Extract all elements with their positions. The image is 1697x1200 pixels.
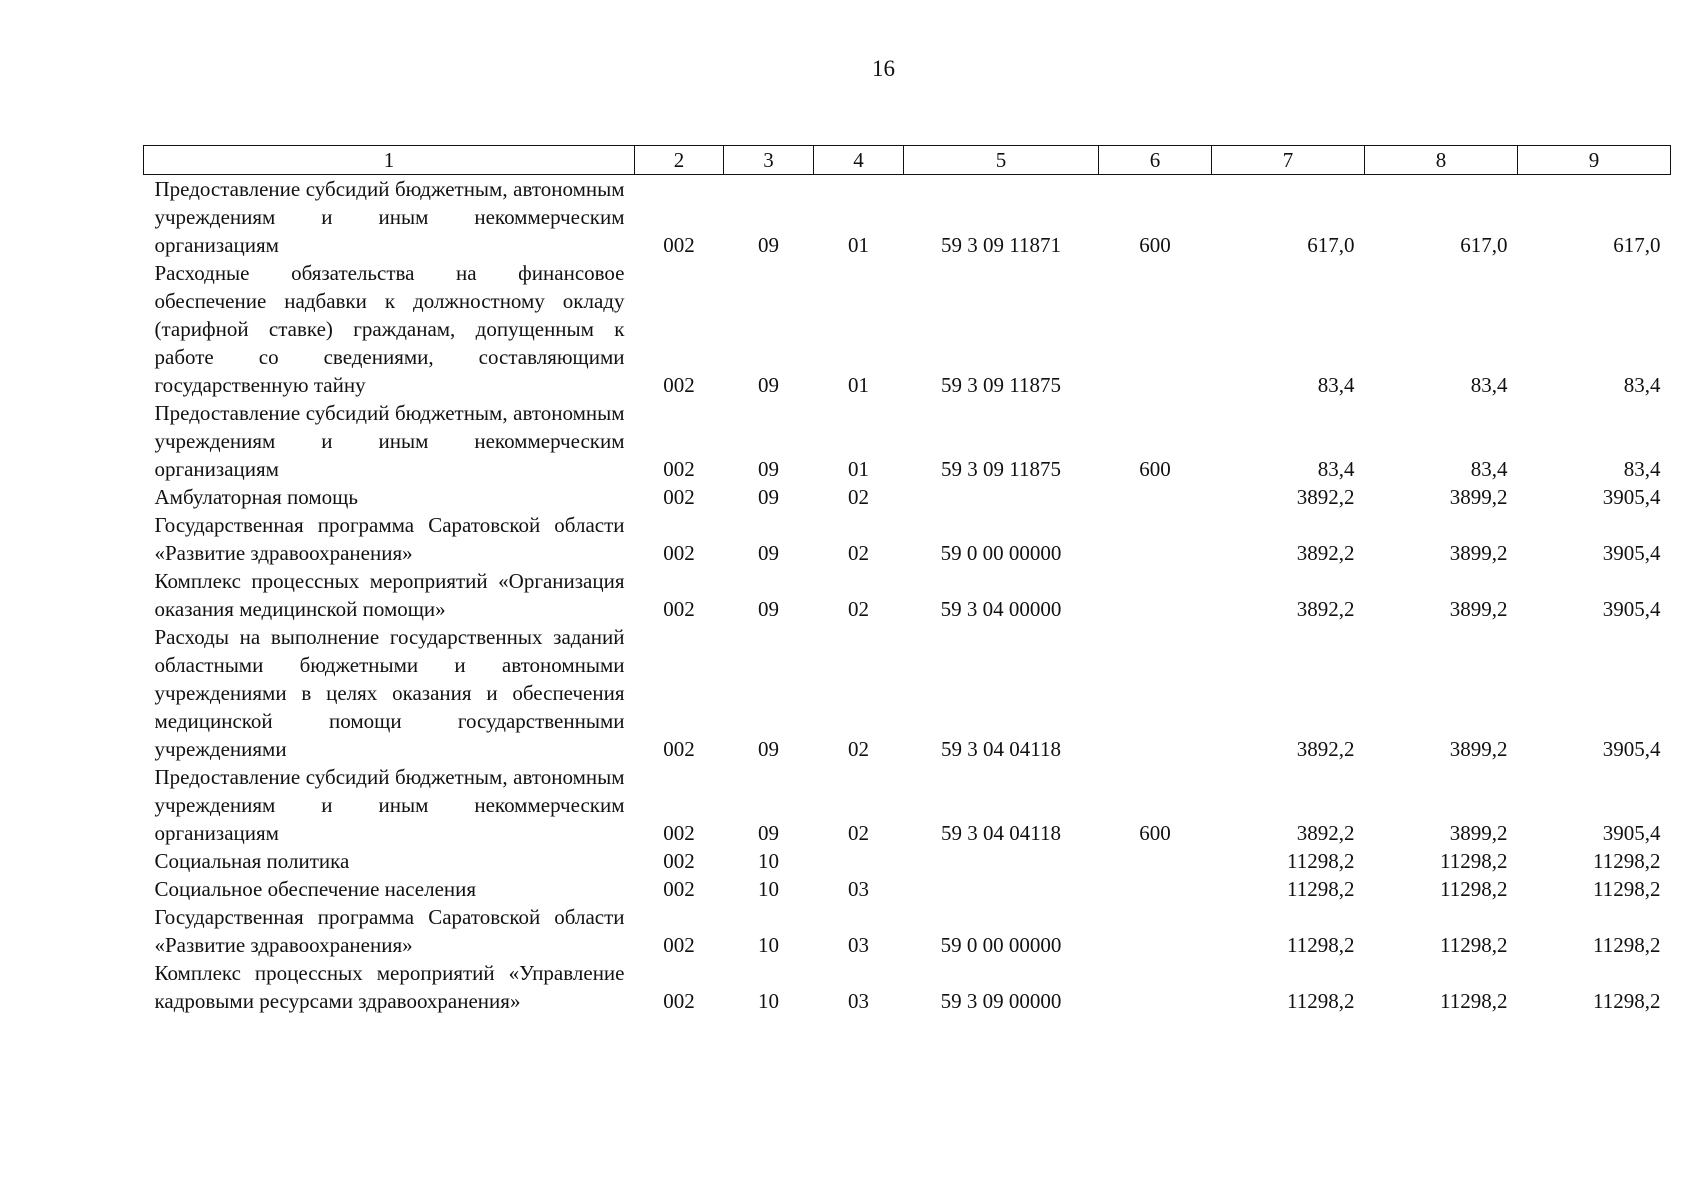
- section-code-cell: 09: [758, 373, 779, 397]
- amount-cell-col8: 3899,2: [1449, 485, 1508, 509]
- table-header-row: [144, 146, 1671, 175]
- expense-kind-cell: 600: [1139, 457, 1171, 481]
- row-name-cell: Комплекс процессных мероприятий «Организация оказания медицинской помощи»: [154, 569, 625, 621]
- admin-code-cell: 002: [663, 989, 695, 1013]
- amount-cell-col7: 11298,2: [1287, 989, 1355, 1013]
- amount-cell-col9: 83,4: [1623, 373, 1661, 397]
- amount-cell-col8: 617,0: [1460, 233, 1508, 257]
- section-code-cell: 09: [758, 485, 779, 509]
- column-header: 5: [904, 146, 1099, 175]
- amount-cell-col9: 3905,4: [1602, 485, 1661, 509]
- amount-cell-col8: 11298,2: [1440, 877, 1508, 901]
- target-code-cell: 59 3 04 04118: [941, 737, 1061, 761]
- admin-code-cell: 002: [663, 485, 695, 509]
- subsection-code-cell: 02: [848, 485, 869, 509]
- row-name-cell: Амбулаторная помощь: [154, 485, 358, 509]
- amount-cell-col7: 3892,2: [1296, 541, 1355, 565]
- amount-cell-col9: 11298,2: [1593, 933, 1661, 957]
- subsection-code-cell: 02: [848, 737, 869, 761]
- amount-cell-col7: 83,4: [1317, 457, 1355, 481]
- section-code-cell: 09: [758, 541, 779, 565]
- row-name-cell: Государственная программа Саратовской области «Развитие здравоохранения»: [154, 513, 625, 565]
- amount-cell-col7: 617,0: [1307, 233, 1355, 257]
- amount-cell-col8: 3899,2: [1449, 737, 1508, 761]
- amount-cell-col8: 3899,2: [1449, 821, 1508, 845]
- row-name-cell: Предоставление субсидий бюджетным, автономным учреждениям и иным некоммерческим организациям: [154, 401, 625, 481]
- table-row: [144, 903, 1671, 959]
- subsection-code-cell: 03: [848, 877, 869, 901]
- amount-cell-col8: 83,4: [1470, 457, 1508, 481]
- amount-cell-col7: 3892,2: [1296, 597, 1355, 621]
- expense-kind-cell: [1099, 903, 1212, 959]
- amount-cell-col8: 11298,2: [1440, 933, 1508, 957]
- admin-code-cell: 002: [663, 541, 695, 565]
- column-header: 1: [144, 146, 635, 175]
- row-name-cell: Расходные обязательства на финансовое обеспечение надбавки к должностному окладу (тарифной ставке) гражданам, допущенным к работе со сведениями, составляющими государственную тайну: [154, 261, 625, 397]
- subsection-code-cell: 03: [848, 989, 869, 1013]
- row-name-cell: Социальная политика: [154, 849, 350, 873]
- table-row: [144, 847, 1671, 875]
- expense-kind-cell: [1099, 959, 1212, 1015]
- expense-kind-cell: [1099, 875, 1212, 903]
- amount-cell-col9: 3905,4: [1602, 821, 1661, 845]
- section-code-cell: 09: [758, 821, 779, 845]
- column-header: 2: [635, 146, 724, 175]
- expense-kind-cell: [1099, 623, 1212, 763]
- amount-cell-col9: 617,0: [1613, 233, 1661, 257]
- admin-code-cell: 002: [663, 597, 695, 621]
- row-name-cell: Предоставление субсидий бюджетным, автономным учреждениям и иным некоммерческим организациям: [154, 177, 625, 257]
- admin-code-cell: 002: [663, 373, 695, 397]
- table-row: [144, 623, 1671, 763]
- amount-cell-col8: 3899,2: [1449, 541, 1508, 565]
- admin-code-cell: 002: [663, 849, 695, 873]
- subsection-code-cell: 01: [848, 233, 869, 257]
- admin-code-cell: 002: [663, 233, 695, 257]
- amount-cell-col7: 11298,2: [1287, 933, 1355, 957]
- table-row: [144, 959, 1671, 1015]
- table-row: [144, 399, 1671, 483]
- page-number: 16: [872, 56, 895, 81]
- amount-cell-col9: 3905,4: [1602, 737, 1661, 761]
- amount-cell-col9: 11298,2: [1593, 877, 1661, 901]
- section-code-cell: 10: [758, 877, 779, 901]
- table-row: [144, 567, 1671, 623]
- amount-cell-col9: 11298,2: [1593, 989, 1661, 1013]
- target-code-cell: 59 3 09 11875: [941, 457, 1061, 481]
- amount-cell-col7: 3892,2: [1296, 821, 1355, 845]
- target-code-cell: 59 3 04 00000: [940, 597, 1062, 621]
- target-code-cell: 59 0 00 00000: [940, 541, 1062, 565]
- admin-code-cell: 002: [663, 877, 695, 901]
- subsection-code-cell: 02: [848, 821, 869, 845]
- row-name-cell: Государственная программа Саратовской области «Развитие здравоохранения»: [154, 905, 625, 957]
- amount-cell-col7: 83,4: [1317, 373, 1355, 397]
- table-row: [144, 483, 1671, 511]
- subsection-code-cell: 01: [848, 373, 869, 397]
- row-name-cell: Предоставление субсидий бюджетным, автономным учреждениям и иным некоммерческим организациям: [154, 765, 625, 845]
- amount-cell-col9: 3905,4: [1602, 541, 1661, 565]
- table-row: [144, 511, 1671, 567]
- column-header: 9: [1518, 146, 1671, 175]
- expense-kind-cell: [1099, 511, 1212, 567]
- section-code-cell: 09: [758, 457, 779, 481]
- target-code-cell: 59 3 09 11875: [941, 373, 1061, 397]
- row-name-cell: Социальное обеспечение населения: [154, 877, 477, 901]
- amount-cell-col8: 11298,2: [1440, 849, 1508, 873]
- admin-code-cell: 002: [663, 457, 695, 481]
- expense-kind-cell: [1099, 483, 1212, 511]
- subsection-code-cell: [814, 847, 904, 875]
- target-code-cell: 59 3 04 04118: [941, 821, 1061, 845]
- amount-cell-col7: 3892,2: [1296, 737, 1355, 761]
- target-code-cell: [904, 847, 1099, 875]
- subsection-code-cell: 03: [848, 933, 869, 957]
- expense-kind-cell: 600: [1139, 821, 1171, 845]
- amount-cell-col7: 11298,2: [1287, 849, 1355, 873]
- target-code-cell: 59 3 09 00000: [940, 989, 1062, 1013]
- table-row: [144, 875, 1671, 903]
- amount-cell-col9: 11298,2: [1593, 849, 1661, 873]
- table-row: [144, 175, 1671, 260]
- amount-cell-col9: 3905,4: [1602, 597, 1661, 621]
- amount-cell-col8: 11298,2: [1440, 989, 1508, 1013]
- subsection-code-cell: 02: [848, 597, 869, 621]
- section-code-cell: 10: [758, 989, 779, 1013]
- amount-cell-col8: 3899,2: [1449, 597, 1508, 621]
- section-code-cell: 09: [758, 737, 779, 761]
- budget-table: [143, 145, 1671, 1015]
- expense-kind-cell: 600: [1139, 233, 1171, 257]
- target-code-cell: [904, 875, 1099, 903]
- column-header: 4: [814, 146, 904, 175]
- section-code-cell: 09: [758, 597, 779, 621]
- amount-cell-col7: 11298,2: [1287, 877, 1355, 901]
- column-header: 6: [1099, 146, 1212, 175]
- table-row: [144, 259, 1671, 399]
- subsection-code-cell: 01: [848, 457, 869, 481]
- column-header: 3: [724, 146, 814, 175]
- amount-cell-col9: 83,4: [1623, 457, 1661, 481]
- section-code-cell: 10: [758, 933, 779, 957]
- amount-cell-col7: 3892,2: [1296, 485, 1355, 509]
- table-body: [144, 175, 1671, 1016]
- expense-kind-cell: [1099, 567, 1212, 623]
- target-code-cell: [904, 483, 1099, 511]
- section-code-cell: 10: [758, 849, 779, 873]
- target-code-cell: 59 3 09 11871: [941, 233, 1061, 257]
- row-name-cell: Комплекс процессных мероприятий «Управление кадровыми ресурсами здравоохранения»: [154, 961, 625, 1013]
- admin-code-cell: 002: [663, 933, 695, 957]
- subsection-code-cell: 02: [848, 541, 869, 565]
- table-row: [144, 763, 1671, 847]
- section-code-cell: 09: [758, 233, 779, 257]
- expense-kind-cell: [1099, 847, 1212, 875]
- admin-code-cell: 002: [663, 737, 695, 761]
- row-name-cell: Расходы на выполнение государственных заданий областными бюджетными и автономными учреждениями в целях оказания и обеспечения медицинской помощи государственными учреждениями: [154, 625, 625, 761]
- expense-kind-cell: [1099, 259, 1212, 399]
- column-header: 8: [1365, 146, 1518, 175]
- target-code-cell: 59 0 00 00000: [940, 933, 1062, 957]
- amount-cell-col8: 83,4: [1470, 373, 1508, 397]
- admin-code-cell: 002: [663, 821, 695, 845]
- column-header: 7: [1212, 146, 1365, 175]
